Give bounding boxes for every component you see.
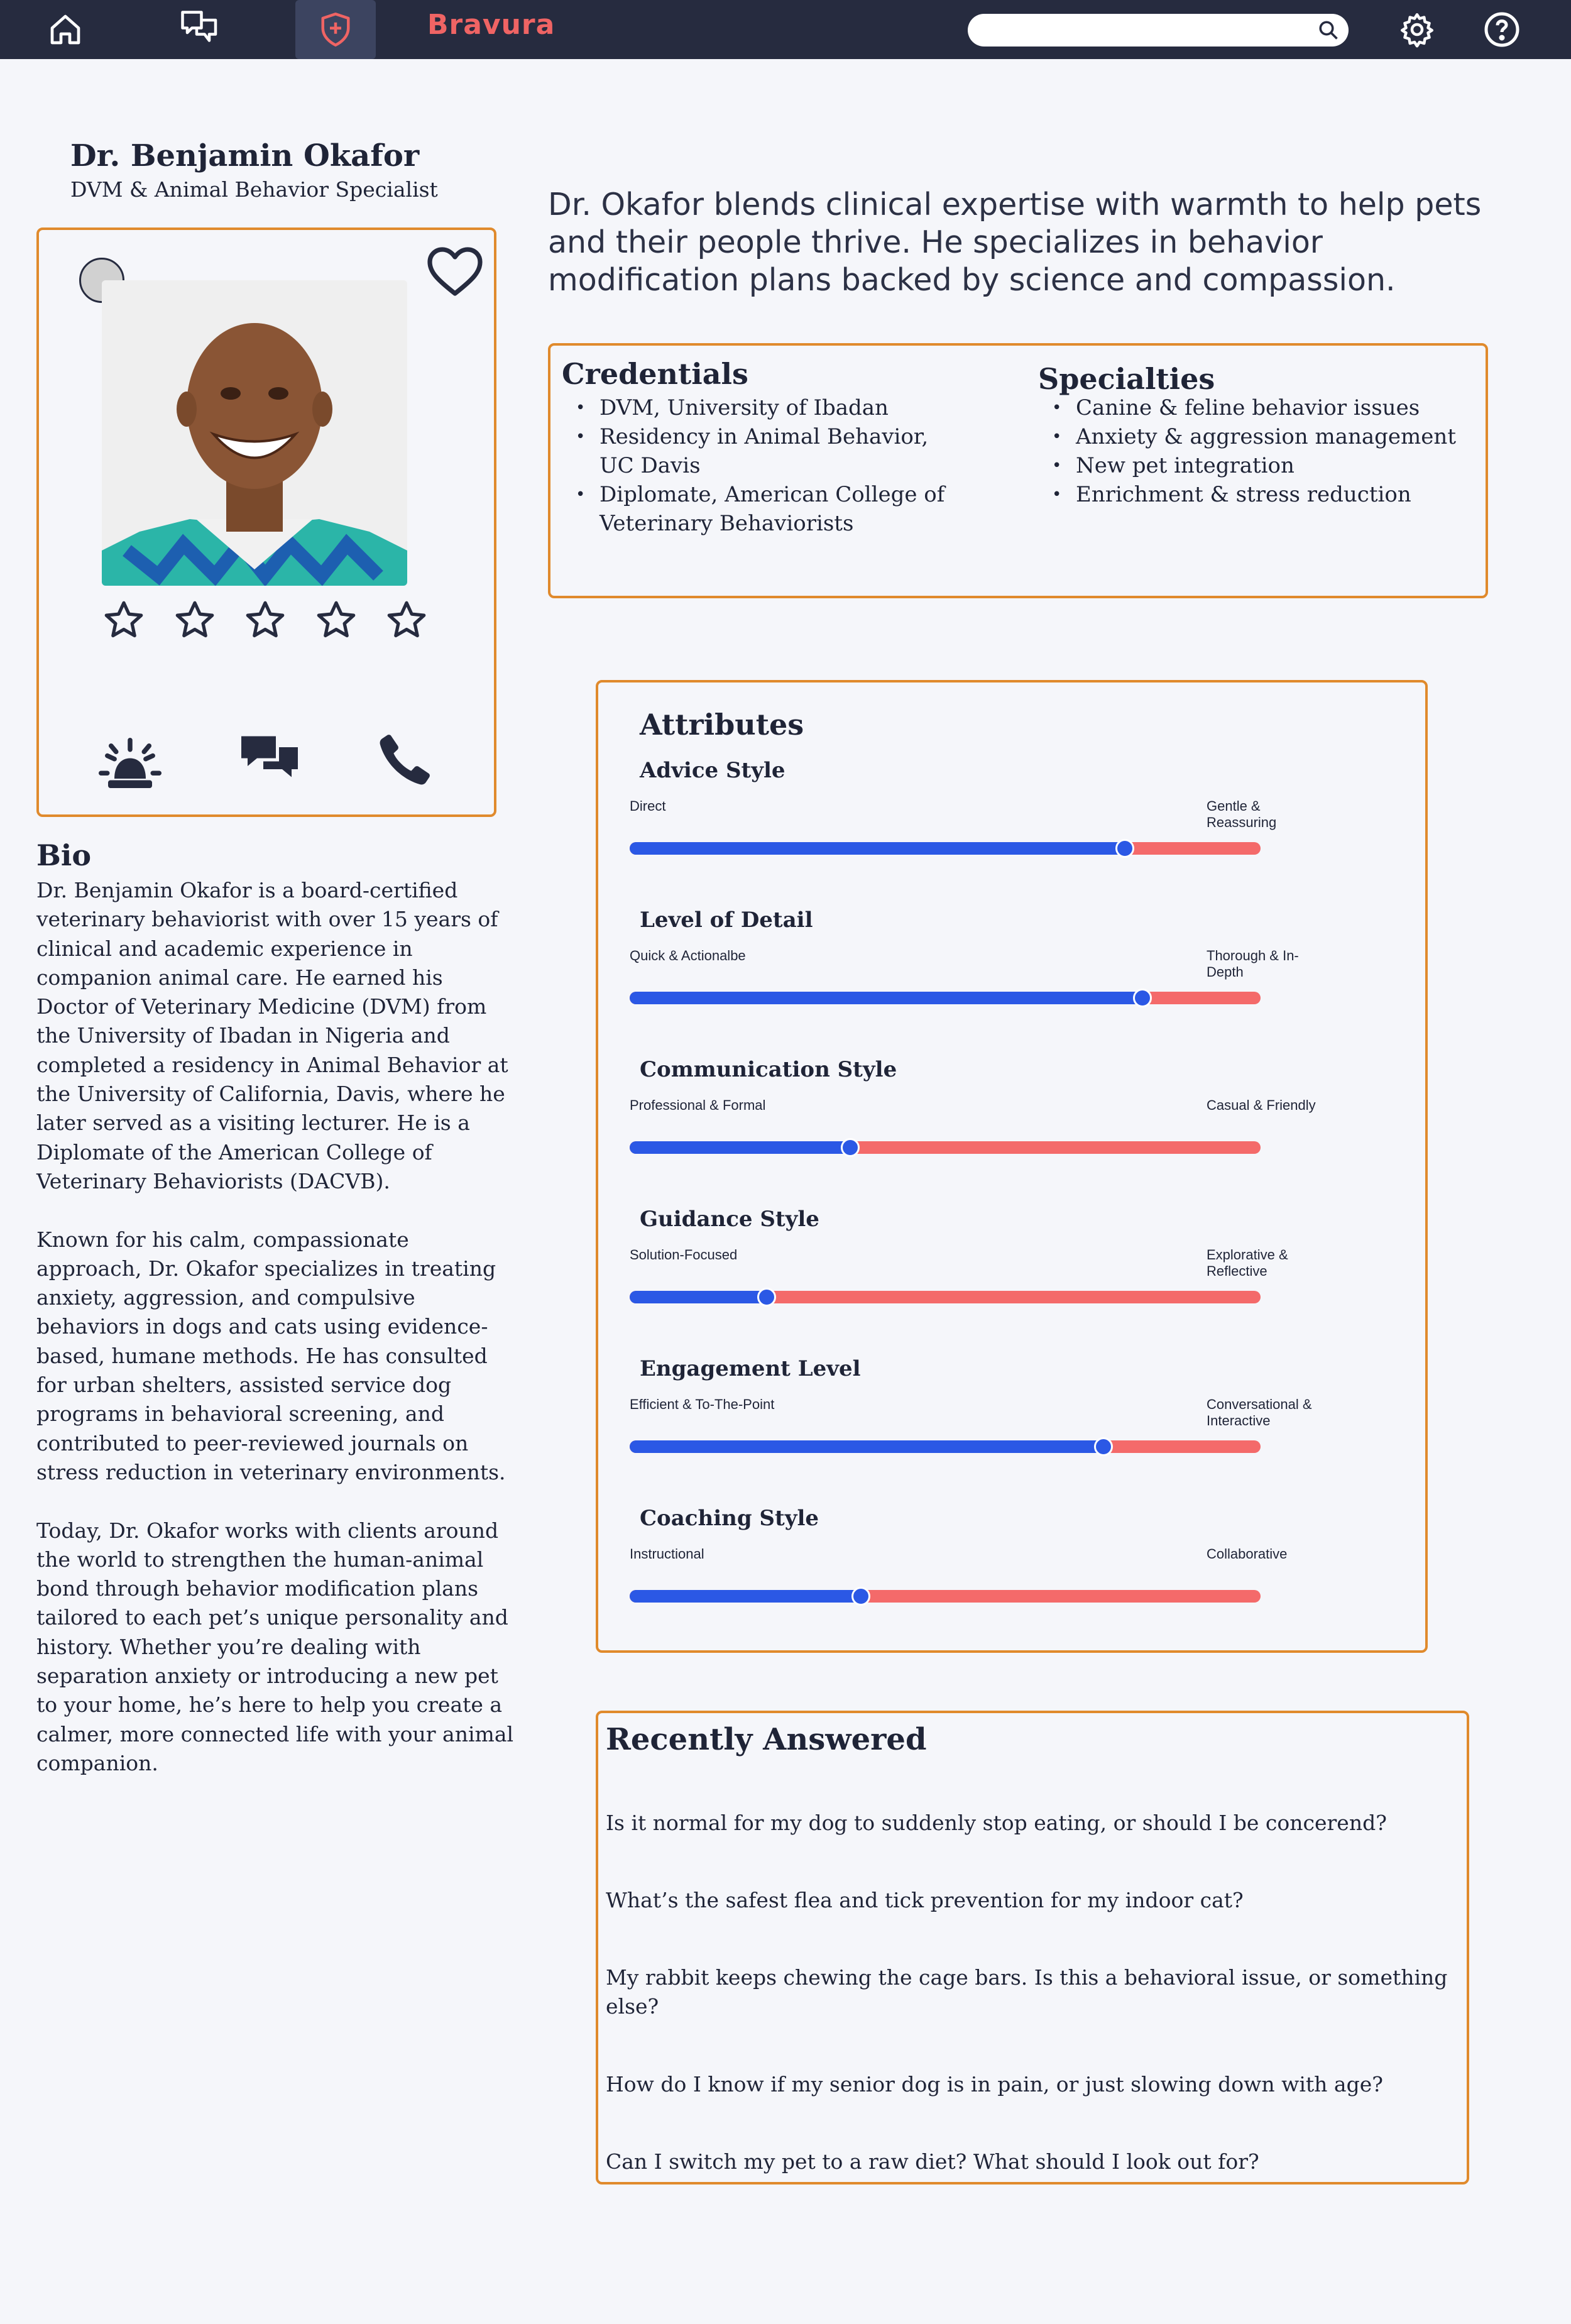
attribute-max-label: Explorative & Reflective — [1207, 1247, 1288, 1279]
attribute-min-label: Instructional — [630, 1546, 704, 1562]
intro-text: Dr. Okafor blends clinical expertise with warmth to help pets and their people thrive. He specializes in behavior modification plans backed by science and compassion. — [548, 187, 1482, 298]
heart-icon[interactable] — [425, 243, 485, 302]
slider-fill — [630, 1590, 861, 1603]
top-nav — [0, 0, 1571, 59]
attribute-slider[interactable] — [630, 1440, 1261, 1453]
attribute-min-label: Efficient & To-The-Point — [630, 1396, 775, 1412]
attribute-label: Coaching Style — [640, 1506, 819, 1531]
attribute-max-label: Collaborative — [1207, 1546, 1288, 1562]
attribute-level-of-detail — [630, 907, 1321, 1033]
attribute-max-label: Gentle & Reassuring — [1207, 798, 1277, 830]
list-item: • Diplomate, American College of Veterinary Behaviorists — [562, 480, 951, 538]
recently-answered-heading: Recently Answered — [606, 1722, 927, 1757]
attribute-min-label: Direct — [630, 798, 666, 814]
phone-icon[interactable] — [375, 730, 435, 792]
star-icon[interactable] — [173, 598, 217, 649]
list-item: • Enrichment & stress reduction — [1038, 480, 1478, 509]
profile-card — [36, 227, 496, 817]
list-item: • Anxiety & aggression management — [1038, 422, 1478, 451]
chat-icon[interactable] — [173, 0, 226, 59]
bio-paragraph: Today, Dr. Okafor works with clients around the world to strengthen the human-animal bond through behavior modification plans tailored to each pet’s unique personality and history. Whether you’re dealing with separation anxiety or introducing a new pet to your home, he’s here to help you create a calmer, more connected life with your animal companion. — [36, 1518, 514, 1775]
rating-stars — [102, 598, 429, 649]
attribute-slider[interactable] — [630, 992, 1261, 1004]
attribute-slider[interactable] — [630, 1141, 1261, 1154]
attribute-min-label: Professional & Formal — [630, 1097, 766, 1113]
star-icon[interactable] — [314, 598, 358, 649]
star-icon[interactable] — [102, 598, 146, 649]
question-link[interactable]: How do I know if my senior dog is in pain, or just slowing down with age? — [606, 2072, 1383, 2097]
question-link[interactable]: Can I switch my pet to a raw diet? What should I look out for? — [606, 2149, 1259, 2174]
search-input[interactable] — [980, 18, 1307, 43]
attribute-label: Level of Detail — [640, 907, 813, 933]
attribute-coaching-style — [630, 1506, 1321, 1631]
attribute-label: Communication Style — [640, 1057, 897, 1082]
slider-handle[interactable] — [757, 1288, 776, 1307]
attribute-label: Engagement Level — [640, 1356, 861, 1381]
list-item: • New pet integration — [1038, 451, 1478, 480]
attribute-label: Advice Style — [640, 758, 786, 783]
slider-fill — [630, 1440, 1103, 1453]
slider-fill — [630, 992, 1142, 1004]
credentials-box — [548, 343, 1488, 598]
specialties-section — [1038, 362, 1478, 509]
bio-paragraph: Dr. Benjamin Okafor is a board-certified veterinary behaviorist with over 15 years of clinical and academic experience in companion animal care. He earned his Doctor of Veterinary Medicine (DVM) from the University of Ibadan in Nigeria and completed a residency in Animal Behavior at the University of California, Davis, where he later served as a visiting lecturer. He is a Diplomate of the American College of Veterinary Behaviorists (DACVB). — [36, 878, 508, 1193]
bio-text — [36, 876, 520, 1807]
credentials-heading: Credentials — [562, 357, 748, 391]
list-item: • Canine & feline behavior issues — [1038, 393, 1478, 422]
attribute-min-label: Quick & Actionalbe — [630, 948, 746, 963]
brand-logo[interactable]: Bravura — [427, 9, 556, 41]
vet-title: DVM & Animal Behavior Specialist — [70, 177, 438, 202]
slider-handle[interactable] — [851, 1587, 870, 1606]
recently-answered-box — [596, 1711, 1469, 2184]
specialties-heading: Specialties — [1038, 362, 1215, 396]
attribute-slider[interactable] — [630, 1291, 1261, 1303]
list-item: • DVM, University of Ibadan — [562, 393, 951, 422]
attributes-box — [596, 680, 1428, 1653]
vet-name: Dr. Benjamin Okafor — [70, 138, 420, 173]
specialties-list — [1038, 393, 1478, 509]
question-link[interactable]: What’s the safest flea and tick prevention for my indoor cat? — [606, 1888, 1244, 1912]
slider-fill — [630, 1141, 850, 1154]
question-link[interactable]: My rabbit keeps chewing the cage bars. Is this a behavioral issue, or something else? — [606, 1965, 1448, 2019]
message-icon[interactable] — [238, 732, 301, 791]
slider-fill — [630, 842, 1125, 855]
list-item: • Residency in Animal Behavior, UC Davis — [562, 422, 951, 480]
star-icon[interactable] — [385, 598, 429, 649]
slider-handle[interactable] — [1094, 1437, 1113, 1456]
attribute-min-label: Solution-Focused — [630, 1247, 738, 1263]
attribute-slider[interactable] — [630, 842, 1261, 855]
credentials-list — [562, 393, 951, 538]
attribute-slider[interactable] — [630, 1590, 1261, 1603]
shield-plus-icon[interactable] — [295, 0, 376, 59]
attribute-label: Guidance Style — [640, 1207, 819, 1232]
attribute-max-label: Conversational & Interactive — [1207, 1396, 1312, 1428]
slider-handle[interactable] — [1133, 989, 1152, 1007]
vet-photo — [102, 280, 407, 586]
attribute-communication-style — [630, 1057, 1321, 1183]
attributes-heading: Attributes — [640, 708, 804, 742]
gear-icon[interactable] — [1394, 0, 1440, 59]
attribute-max-label: Casual & Friendly — [1207, 1097, 1316, 1113]
home-icon[interactable] — [40, 0, 90, 59]
alert-icon[interactable] — [96, 728, 165, 794]
star-icon[interactable] — [243, 598, 287, 649]
attribute-max-label: Thorough & In-Depth — [1207, 948, 1299, 980]
attribute-advice-style — [630, 758, 1321, 884]
bio-paragraph: Known for his calm, compassionate approach, Dr. Okafor specializes in treating anxiety, aggression, and compulsive behaviors in dogs and cats using evidence-based, humane methods. He has consulted for urban shelters, assisted service dog programs in behavioral screening, and contributed to peer-reviewed journals on stress reduction in veterinary environments. — [36, 1227, 506, 1484]
question-link[interactable]: Is it normal for my dog to suddenly stop eating, or should I be concerend? — [606, 1811, 1387, 1835]
slider-handle[interactable] — [1115, 839, 1134, 858]
bio-heading: Bio — [36, 838, 92, 872]
slider-fill — [630, 1291, 767, 1303]
search-icon[interactable] — [1317, 19, 1340, 44]
search-bar[interactable] — [968, 14, 1349, 47]
attribute-engagement-level — [630, 1356, 1321, 1482]
help-icon[interactable] — [1478, 0, 1526, 59]
contact-actions — [96, 726, 435, 796]
attribute-guidance-style — [630, 1207, 1321, 1332]
credentials-section — [562, 357, 951, 538]
slider-handle[interactable] — [841, 1138, 860, 1157]
